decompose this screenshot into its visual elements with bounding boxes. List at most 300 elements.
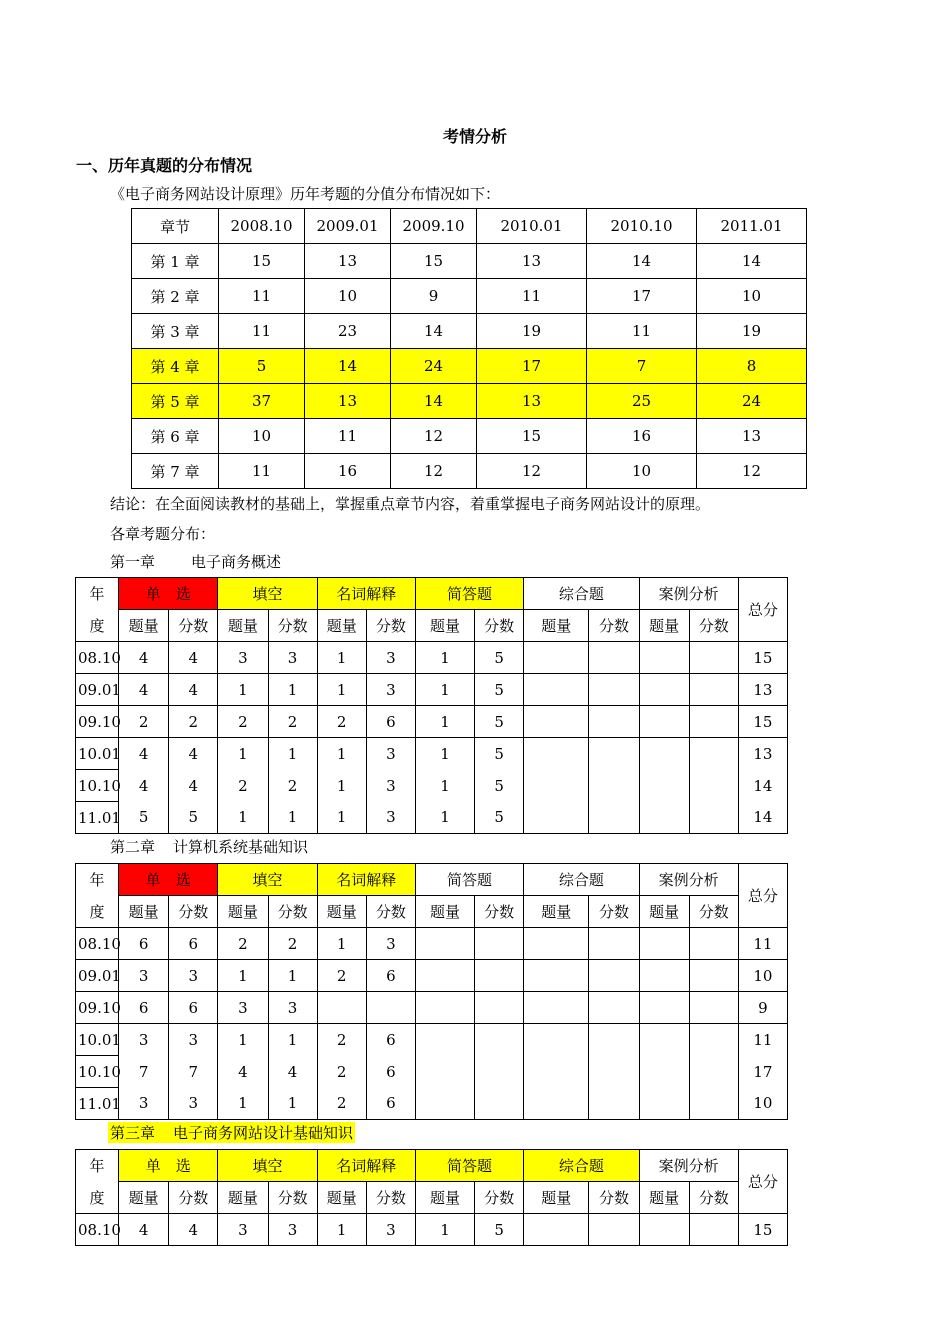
value-cell: 1 [415, 642, 474, 674]
score-subheader: 分数 [268, 1182, 317, 1214]
value-cell [589, 1088, 639, 1120]
value-cell: 3 [268, 1214, 317, 1246]
value-cell: 1 [317, 770, 366, 802]
distribution-label: 各章考题分布： [110, 525, 216, 543]
count-subheader: 题量 [415, 896, 474, 928]
value-cell [415, 1024, 474, 1056]
value-cell [639, 738, 689, 770]
value-cell: 3 [366, 674, 415, 706]
value-cell [689, 1214, 738, 1246]
value-cell: 1 [218, 802, 268, 834]
table-row [76, 1214, 788, 1246]
intro-text: 《电子商务网站设计原理》历年考题的分值分布情况如下： [110, 185, 501, 203]
value-cell: 2 [317, 1024, 366, 1056]
value-cell: 3 [169, 960, 218, 992]
value-cell: 24 [391, 349, 477, 384]
value-cell: 3 [268, 992, 317, 1024]
chapter-2-table [75, 863, 788, 1120]
table-subheader-row [76, 1182, 788, 1214]
category-header-comprehensive: 综合题 [524, 578, 639, 610]
value-cell: 1 [317, 642, 366, 674]
value-cell [589, 706, 639, 738]
value-cell: 10 [305, 279, 391, 314]
category-header-single: 单 选 [119, 864, 218, 896]
conclusion-text: 结论：在全面阅读教材的基础上，掌握重点章节内容，着重掌握电子商务网站设计的原理。 [110, 495, 711, 513]
summary-header: 章节 [132, 209, 219, 244]
value-cell [639, 642, 689, 674]
year-header-bottom: 度 [76, 610, 119, 642]
category-header-comprehensive: 综合题 [524, 1150, 639, 1182]
value-cell: 11 [219, 314, 305, 349]
year-cell: 09.01 [76, 960, 119, 992]
chapter-cell: 第 2 章 [132, 279, 219, 314]
value-cell: 1 [415, 674, 474, 706]
value-cell: 3 [169, 1088, 218, 1120]
value-cell: 12 [391, 419, 477, 454]
value-cell: 24 [697, 384, 807, 419]
category-header-fill: 填空 [218, 578, 317, 610]
value-cell: 6 [119, 928, 169, 960]
value-cell [475, 1024, 524, 1056]
chapter-cell: 第 4 章 [132, 349, 219, 384]
value-cell [639, 960, 689, 992]
value-cell [475, 1088, 524, 1120]
count-subheader: 题量 [524, 896, 589, 928]
value-cell [415, 928, 474, 960]
chapter-cell: 第 1 章 [132, 244, 219, 279]
value-cell: 4 [119, 738, 169, 770]
value-cell [524, 1056, 589, 1088]
score-subheader: 分数 [268, 896, 317, 928]
value-cell [689, 1024, 738, 1056]
table-header-row [76, 864, 788, 896]
value-cell [475, 960, 524, 992]
year-cell: 08.10 [76, 642, 119, 674]
value-cell: 10 [219, 419, 305, 454]
value-cell [689, 1056, 738, 1088]
value-cell: 4 [169, 642, 218, 674]
year-cell: 09.10 [76, 706, 119, 738]
table-header-row [76, 578, 788, 610]
value-cell: 15 [477, 419, 587, 454]
score-subheader: 分数 [589, 1182, 639, 1214]
value-cell: 1 [317, 738, 366, 770]
total-cell: 13 [738, 674, 787, 706]
year-cell: 09.10 [76, 992, 119, 1024]
value-cell: 7 [587, 349, 697, 384]
value-cell: 7 [169, 1056, 218, 1088]
value-cell: 2 [317, 706, 366, 738]
category-header-term: 名词解释 [317, 864, 415, 896]
value-cell: 12 [697, 454, 807, 489]
table-row [76, 1088, 788, 1120]
category-header-fill: 填空 [218, 864, 317, 896]
value-cell: 6 [169, 928, 218, 960]
value-cell: 11 [219, 279, 305, 314]
total-cell: 11 [738, 928, 787, 960]
table-row [76, 960, 788, 992]
value-cell: 2 [169, 706, 218, 738]
value-cell [689, 928, 738, 960]
year-cell: 08.10 [76, 928, 119, 960]
value-cell [475, 992, 524, 1024]
count-subheader: 题量 [317, 896, 366, 928]
score-subheader: 分数 [475, 1182, 524, 1214]
value-cell: 14 [391, 384, 477, 419]
value-cell: 1 [218, 1088, 268, 1120]
value-cell: 13 [477, 244, 587, 279]
value-cell: 11 [477, 279, 587, 314]
value-cell: 17 [477, 349, 587, 384]
chapter-cell: 第 7 章 [132, 454, 219, 489]
value-cell: 9 [391, 279, 477, 314]
value-cell [589, 1214, 639, 1246]
category-header-single: 单 选 [119, 578, 218, 610]
value-cell [639, 992, 689, 1024]
total-cell: 11 [738, 1024, 787, 1056]
category-header-case: 案例分析 [639, 578, 738, 610]
value-cell [524, 738, 589, 770]
value-cell: 4 [169, 738, 218, 770]
total-cell: 15 [738, 642, 787, 674]
value-cell [524, 770, 589, 802]
chapter-heading [110, 551, 281, 572]
value-cell: 4 [169, 674, 218, 706]
value-cell: 4 [169, 1214, 218, 1246]
value-cell: 17 [587, 279, 697, 314]
total-cell: 15 [738, 706, 787, 738]
value-cell: 2 [317, 1088, 366, 1120]
category-header-single: 单 选 [119, 1150, 218, 1182]
value-cell: 3 [366, 928, 415, 960]
table-row [132, 454, 807, 489]
total-cell: 10 [738, 1088, 787, 1120]
chapter-cell: 第 6 章 [132, 419, 219, 454]
value-cell [689, 992, 738, 1024]
table-subheader-row [76, 896, 788, 928]
chapter-heading-highlighted [108, 1122, 355, 1143]
value-cell: 1 [317, 802, 366, 834]
value-cell [689, 674, 738, 706]
total-cell: 17 [738, 1056, 787, 1088]
year-header-top: 年 [76, 864, 119, 896]
count-subheader: 题量 [218, 896, 268, 928]
value-cell: 5 [475, 1214, 524, 1246]
value-cell: 11 [587, 314, 697, 349]
value-cell [639, 802, 689, 834]
value-cell [524, 928, 589, 960]
value-cell [689, 642, 738, 674]
value-cell [589, 928, 639, 960]
summary-table [131, 208, 807, 489]
value-cell: 3 [366, 802, 415, 834]
count-subheader: 题量 [524, 610, 589, 642]
year-cell: 10.01 [76, 1024, 119, 1056]
value-cell: 1 [268, 802, 317, 834]
total-cell: 14 [738, 802, 787, 834]
value-cell: 2 [268, 706, 317, 738]
value-cell: 1 [218, 674, 268, 706]
value-cell [524, 992, 589, 1024]
value-cell: 5 [475, 674, 524, 706]
value-cell: 25 [587, 384, 697, 419]
value-cell [589, 674, 639, 706]
chapter-1-table [75, 577, 788, 834]
score-subheader: 分数 [689, 1182, 738, 1214]
value-cell: 14 [391, 314, 477, 349]
table-row [76, 674, 788, 706]
table-row [76, 802, 788, 834]
value-cell [589, 992, 639, 1024]
value-cell [366, 992, 415, 1024]
value-cell: 6 [169, 992, 218, 1024]
value-cell [415, 960, 474, 992]
value-cell: 3 [268, 642, 317, 674]
count-subheader: 题量 [218, 610, 268, 642]
value-cell [639, 1024, 689, 1056]
category-header-comprehensive: 综合题 [524, 864, 639, 896]
year-header-top: 年 [76, 578, 119, 610]
total-cell: 10 [738, 960, 787, 992]
value-cell: 3 [218, 992, 268, 1024]
value-cell: 13 [305, 384, 391, 419]
year-cell: 10.01 [76, 738, 119, 770]
value-cell: 6 [119, 992, 169, 1024]
value-cell [589, 802, 639, 834]
value-cell: 13 [697, 419, 807, 454]
value-cell [689, 770, 738, 802]
year-header-top: 年 [76, 1150, 119, 1182]
count-subheader: 题量 [317, 1182, 366, 1214]
table-row [132, 279, 807, 314]
value-cell: 4 [119, 674, 169, 706]
value-cell: 12 [477, 454, 587, 489]
category-header-case: 案例分析 [639, 864, 738, 896]
value-cell: 1 [415, 770, 474, 802]
value-cell [689, 1088, 738, 1120]
value-cell: 1 [218, 738, 268, 770]
score-subheader: 分数 [689, 610, 738, 642]
value-cell [589, 1056, 639, 1088]
table-row [76, 1056, 788, 1088]
category-header-fill: 填空 [218, 1150, 317, 1182]
value-cell: 1 [415, 1214, 474, 1246]
chapter-name: 电子商务网站设计基础知识 [173, 1124, 354, 1142]
value-cell: 5 [475, 770, 524, 802]
value-cell: 4 [119, 770, 169, 802]
table-row [76, 770, 788, 802]
year-cell: 10.10 [76, 770, 119, 802]
value-cell [524, 642, 589, 674]
chapter-number: 第三章 [110, 1124, 156, 1142]
count-subheader: 题量 [639, 896, 689, 928]
section-heading: 一、历年真题的分布情况 [76, 156, 253, 175]
value-cell [589, 642, 639, 674]
value-cell [317, 992, 366, 1024]
chapter-name: 计算机系统基础知识 [173, 838, 309, 856]
value-cell: 10 [697, 279, 807, 314]
value-cell: 3 [169, 1024, 218, 1056]
value-cell: 5 [475, 738, 524, 770]
count-subheader: 题量 [524, 1182, 589, 1214]
value-cell: 3 [366, 770, 415, 802]
value-cell: 19 [477, 314, 587, 349]
value-cell: 3 [366, 1214, 415, 1246]
summary-header-row [132, 209, 807, 244]
category-header-term: 名词解释 [317, 1150, 415, 1182]
chapter-number: 第一章 [110, 553, 156, 571]
value-cell: 19 [697, 314, 807, 349]
value-cell: 4 [218, 1056, 268, 1088]
value-cell [415, 1088, 474, 1120]
count-subheader: 题量 [415, 1182, 474, 1214]
summary-header: 2010.01 [477, 209, 587, 244]
score-subheader: 分数 [268, 610, 317, 642]
value-cell: 1 [415, 738, 474, 770]
value-cell [589, 1024, 639, 1056]
score-subheader: 分数 [169, 610, 218, 642]
category-header-short: 简答题 [415, 578, 523, 610]
year-cell: 10.10 [76, 1056, 119, 1088]
summary-header: 2009.01 [305, 209, 391, 244]
value-cell: 1 [317, 1214, 366, 1246]
value-cell [524, 674, 589, 706]
total-cell: 15 [738, 1214, 787, 1246]
value-cell [639, 770, 689, 802]
chapter-cell: 第 5 章 [132, 384, 219, 419]
count-subheader: 题量 [639, 1182, 689, 1214]
chapter-3-table [75, 1149, 788, 1246]
value-cell: 2 [268, 770, 317, 802]
value-cell: 16 [305, 454, 391, 489]
value-cell [689, 738, 738, 770]
value-cell: 5 [219, 349, 305, 384]
value-cell [524, 1024, 589, 1056]
value-cell: 7 [119, 1056, 169, 1088]
table-row-highlighted [132, 349, 807, 384]
score-subheader: 分数 [689, 896, 738, 928]
value-cell: 10 [587, 454, 697, 489]
value-cell: 13 [477, 384, 587, 419]
total-cell: 14 [738, 770, 787, 802]
year-cell: 08.10 [76, 1214, 119, 1246]
value-cell [524, 1214, 589, 1246]
value-cell: 1 [415, 802, 474, 834]
value-cell: 14 [305, 349, 391, 384]
count-subheader: 题量 [119, 1182, 169, 1214]
value-cell: 6 [366, 960, 415, 992]
value-cell [524, 960, 589, 992]
total-cell: 9 [738, 992, 787, 1024]
score-subheader: 分数 [169, 896, 218, 928]
value-cell: 1 [268, 1024, 317, 1056]
value-cell [639, 928, 689, 960]
total-header: 总分 [738, 578, 787, 642]
value-cell: 23 [305, 314, 391, 349]
value-cell: 6 [366, 1088, 415, 1120]
value-cell [475, 928, 524, 960]
table-row [76, 642, 788, 674]
value-cell: 3 [218, 1214, 268, 1246]
value-cell [524, 802, 589, 834]
summary-header: 2010.10 [587, 209, 697, 244]
value-cell: 11 [305, 419, 391, 454]
value-cell [639, 674, 689, 706]
value-cell: 2 [218, 928, 268, 960]
year-header-bottom: 度 [76, 896, 119, 928]
table-row [76, 738, 788, 770]
count-subheader: 题量 [415, 610, 474, 642]
value-cell: 12 [391, 454, 477, 489]
table-row [132, 244, 807, 279]
table-subheader-row [76, 610, 788, 642]
score-subheader: 分数 [589, 610, 639, 642]
value-cell: 5 [119, 802, 169, 834]
table-row [76, 928, 788, 960]
value-cell: 3 [119, 1024, 169, 1056]
value-cell: 13 [305, 244, 391, 279]
value-cell: 15 [219, 244, 305, 279]
value-cell: 4 [119, 642, 169, 674]
summary-header: 2011.01 [697, 209, 807, 244]
value-cell: 5 [475, 706, 524, 738]
value-cell: 2 [119, 706, 169, 738]
summary-header: 2009.10 [391, 209, 477, 244]
score-subheader: 分数 [366, 896, 415, 928]
value-cell: 3 [366, 738, 415, 770]
value-cell [475, 1056, 524, 1088]
value-cell [415, 992, 474, 1024]
value-cell: 6 [366, 1024, 415, 1056]
chapter-number: 第二章 [110, 838, 156, 856]
score-subheader: 分数 [475, 610, 524, 642]
value-cell [524, 706, 589, 738]
chapter-name: 电子商务概述 [191, 553, 282, 571]
value-cell: 2 [218, 770, 268, 802]
total-header: 总分 [738, 864, 787, 928]
value-cell: 1 [268, 1088, 317, 1120]
year-cell: 09.01 [76, 674, 119, 706]
value-cell: 2 [218, 706, 268, 738]
value-cell: 1 [218, 1024, 268, 1056]
score-subheader: 分数 [366, 610, 415, 642]
count-subheader: 题量 [119, 610, 169, 642]
value-cell [639, 1056, 689, 1088]
value-cell: 6 [366, 1056, 415, 1088]
value-cell: 5 [475, 642, 524, 674]
table-row-highlighted [132, 384, 807, 419]
category-header-short: 简答题 [415, 864, 523, 896]
count-subheader: 题量 [218, 1182, 268, 1214]
value-cell [639, 1214, 689, 1246]
value-cell: 14 [587, 244, 697, 279]
year-header-bottom: 度 [76, 1182, 119, 1214]
score-subheader: 分数 [475, 896, 524, 928]
table-row [76, 706, 788, 738]
value-cell: 16 [587, 419, 697, 454]
value-cell: 1 [317, 674, 366, 706]
value-cell: 1 [268, 960, 317, 992]
value-cell: 5 [169, 802, 218, 834]
table-row [132, 314, 807, 349]
value-cell: 3 [218, 642, 268, 674]
value-cell [689, 706, 738, 738]
summary-header: 2008.10 [219, 209, 305, 244]
value-cell: 1 [317, 928, 366, 960]
value-cell: 14 [697, 244, 807, 279]
value-cell [589, 960, 639, 992]
page-title: 考情分析 [442, 127, 507, 146]
